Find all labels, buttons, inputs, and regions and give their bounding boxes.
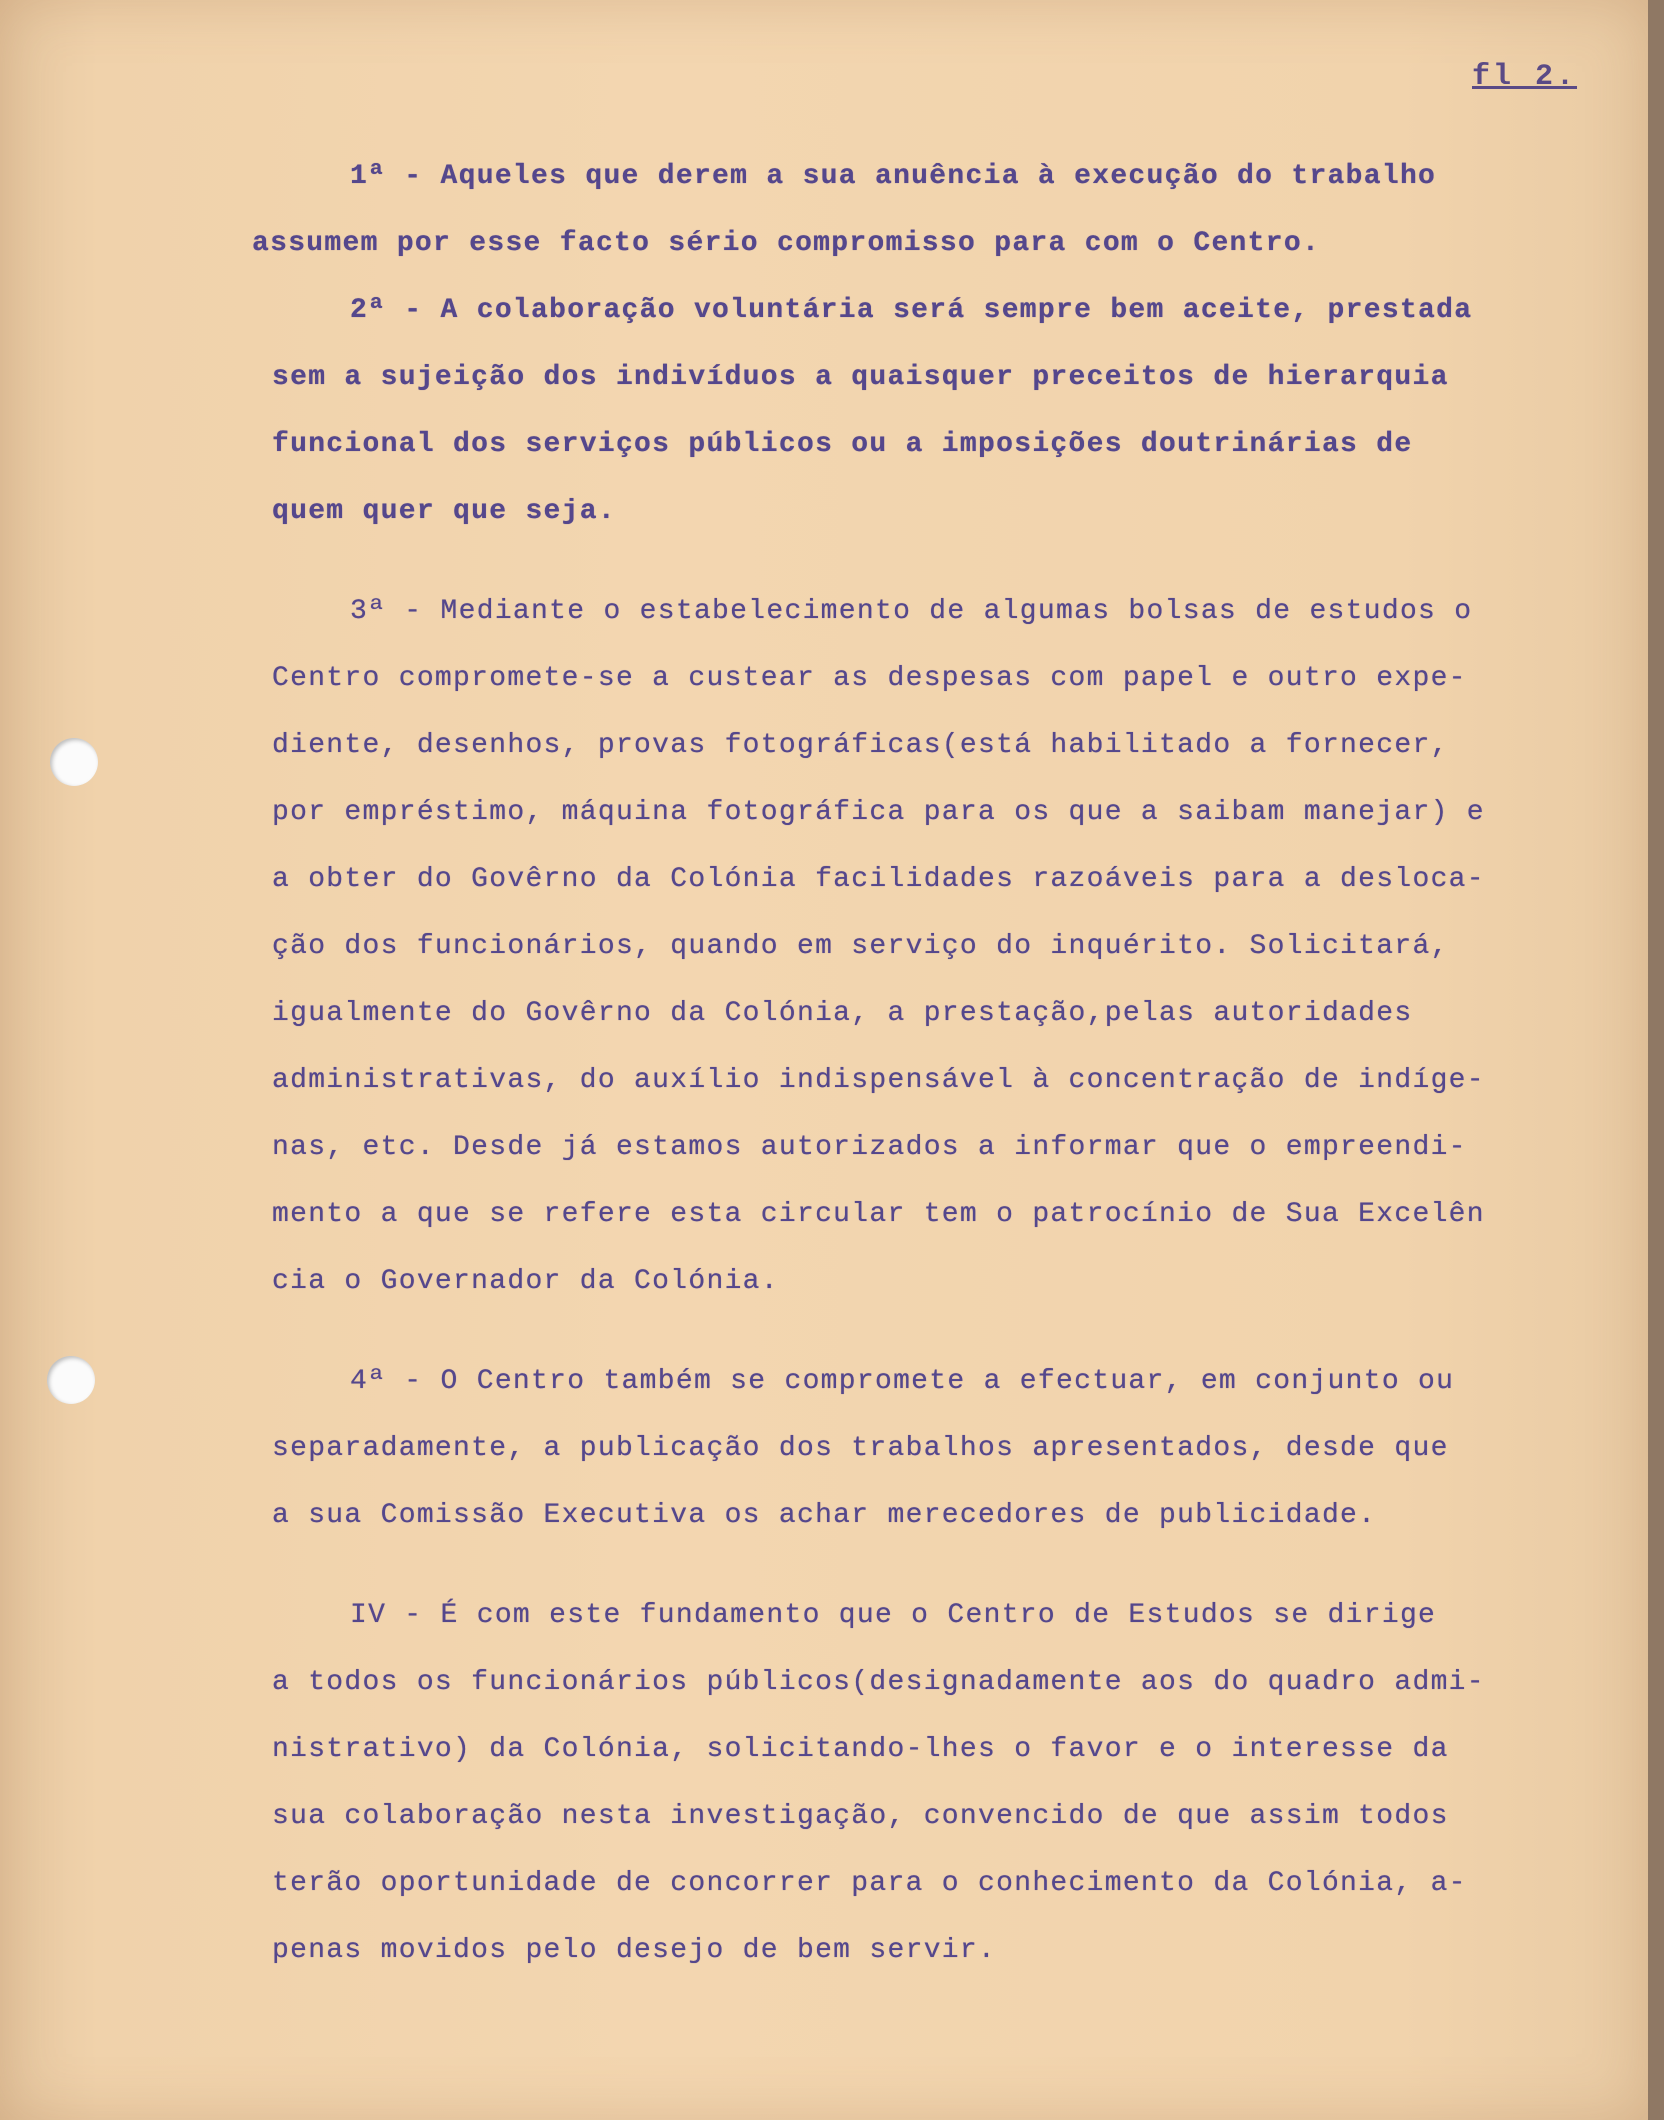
text-line: mento a que se refere esta circular tem o patrocínio de Sua Excelên <box>272 1199 1485 1230</box>
text-line: nistrativo) da Colónia, solicitando-lhes o favor e o interesse da <box>272 1734 1449 1765</box>
text-line: igualmente do Govêrno da Colónia, a prestação,pelas autoridades <box>272 998 1413 1029</box>
page-edge-shadow <box>1648 0 1664 2120</box>
text-line: a obter do Govêrno da Colónia facilidades razoáveis para a desloca- <box>272 864 1485 895</box>
text-line: 2ª - A colaboração voluntária será sempre bem aceite, prestada <box>350 295 1473 326</box>
text-line: diente, desenhos, provas fotográficas(está habilitado a fornecer, <box>272 730 1449 761</box>
text-line: 1ª - Aqueles que derem a sua anuência à execução do trabalho <box>350 161 1437 192</box>
text-line: terão oportunidade de concorrer para o conhecimento da Colónia, a- <box>272 1868 1467 1899</box>
text-line: cia o Governador da Colónia. <box>272 1266 779 1297</box>
text-line: funcional dos serviços públicos ou a imposições doutrinárias de <box>272 429 1413 460</box>
text-line: penas movidos pelo desejo de bem servir. <box>272 1935 997 1966</box>
page-number: fl 2. <box>1472 60 1578 94</box>
text-line: sua colaboração nesta investigação, convencido de que assim todos <box>272 1801 1449 1832</box>
text-line: Centro compromete-se a custear as despesas com papel e outro expe- <box>272 663 1467 694</box>
text-line: quem quer que seja. <box>272 496 616 527</box>
text-line: separadamente, a publicação dos trabalhos apresentados, desde que <box>272 1433 1449 1464</box>
text-line: ção dos funcionários, quando em serviço do inquérito. Solicitará, <box>272 931 1449 962</box>
text-line: sem a sujeição dos indivíduos a quaisquer preceitos de hierarquia <box>272 362 1449 393</box>
text-line: IV - É com este fundamento que o Centro de Estudos se dirige <box>350 1600 1437 1631</box>
text-line: 4ª - O Centro também se compromete a efectuar, em conjunto ou <box>350 1366 1455 1397</box>
text-line: 3ª - Mediante o estabelecimento de algumas bolsas de estudos o <box>350 596 1473 627</box>
text-line: nas, etc. Desde já estamos autorizados a informar que o empreendi- <box>272 1132 1467 1163</box>
text-line: assumem por esse facto sério compromisso para com o Centro. <box>252 228 1321 259</box>
text-line: a sua Comissão Executiva os achar merecedores de publicidade. <box>272 1500 1377 1531</box>
punch-hole-top <box>50 738 98 786</box>
text-line: por empréstimo, máquina fotográfica para os que a saibam manejar) e <box>272 797 1485 828</box>
punch-hole-bottom <box>47 1356 95 1404</box>
text-line: administrativas, do auxílio indispensável à concentração de indíge- <box>272 1065 1485 1096</box>
text-line: a todos os funcionários públicos(designadamente aos do quadro admi- <box>272 1667 1485 1698</box>
